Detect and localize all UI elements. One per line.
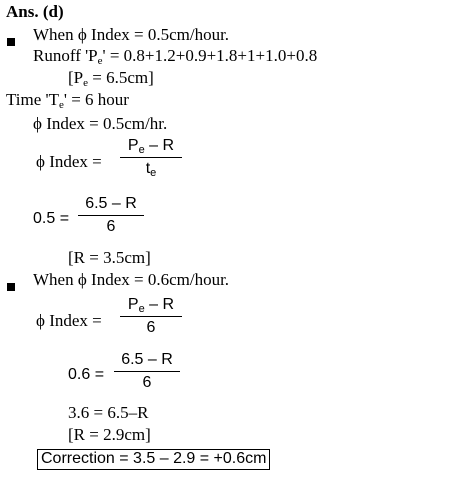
fraction-1 bbox=[120, 138, 182, 177]
eq2-lhs: 0.5 = bbox=[33, 210, 70, 227]
case1-heading: When ϕ Index = 0.5cm/hour. bbox=[33, 25, 230, 44]
pe-open: [P bbox=[68, 68, 84, 87]
fraction-3-numerator bbox=[120, 297, 182, 313]
pe-line bbox=[68, 68, 154, 89]
phi-label-2: ϕ Index = bbox=[36, 311, 102, 330]
fraction-1-denominator bbox=[120, 161, 182, 177]
fraction-4 bbox=[114, 352, 180, 391]
fraction-2-bar bbox=[78, 215, 144, 216]
fraction-3 bbox=[120, 297, 182, 336]
phi-label-1: ϕ Index = bbox=[36, 152, 102, 171]
fraction-1-den-t: t bbox=[145, 160, 151, 177]
time-sub: e bbox=[58, 99, 64, 111]
time-prefix: Time 'T bbox=[6, 90, 59, 109]
fraction-4-denominator: 6 bbox=[142, 374, 152, 391]
correction-box: Correction = 3.5 – 2.9 = +0.6cm bbox=[37, 449, 270, 470]
step-line: 3.6 = 6.5–R bbox=[68, 403, 149, 422]
fraction-1-num-rest: – R bbox=[144, 137, 175, 154]
fraction-1-bar bbox=[120, 157, 182, 158]
case2-heading: When ϕ Index = 0.6cm/hour. bbox=[33, 270, 230, 289]
time-suffix: ' = 6 hour bbox=[63, 90, 129, 109]
case2-result: [R = 2.9cm] bbox=[68, 425, 151, 444]
fraction-3-num-sub: e bbox=[138, 303, 145, 315]
fraction-3-denominator: 6 bbox=[146, 319, 156, 336]
fraction-4-numerator: 6.5 – R bbox=[121, 351, 173, 368]
case1-result: [R = 3.5cm] bbox=[68, 248, 151, 267]
pe-sub: e bbox=[83, 77, 89, 89]
runoff-prefix: Runoff 'P bbox=[33, 46, 98, 65]
fraction-2-denominator: 6 bbox=[106, 218, 116, 235]
runoff-suffix: ' = 0.8+1.2+0.9+1.8+1+1.0+0.8 bbox=[102, 46, 318, 65]
fraction-3-num-p: P bbox=[127, 296, 139, 313]
bullet-icon bbox=[7, 38, 15, 46]
fraction-1-numerator bbox=[120, 138, 182, 154]
fraction-1-den-sub: e bbox=[150, 167, 157, 179]
bullet-icon bbox=[7, 283, 15, 291]
fraction-3-num-rest: – R bbox=[144, 296, 175, 313]
runoff-sub: e bbox=[97, 55, 103, 67]
runoff-line bbox=[33, 46, 318, 67]
fraction-2-numerator: 6.5 – R bbox=[85, 195, 137, 212]
fraction-2 bbox=[78, 196, 144, 235]
pe-rest: = 6.5cm] bbox=[88, 68, 154, 87]
fraction-4-bar bbox=[114, 371, 180, 372]
time-line bbox=[6, 90, 129, 111]
phi-line: ϕ Index = 0.5cm/hr. bbox=[33, 114, 168, 133]
eq3-lhs: 0.6 = bbox=[68, 366, 105, 383]
answer-label: Ans. (d) bbox=[6, 2, 64, 21]
fraction-3-bar bbox=[120, 316, 182, 317]
fraction-1-num-p: P bbox=[127, 137, 139, 154]
fraction-1-num-sub: e bbox=[138, 144, 145, 156]
